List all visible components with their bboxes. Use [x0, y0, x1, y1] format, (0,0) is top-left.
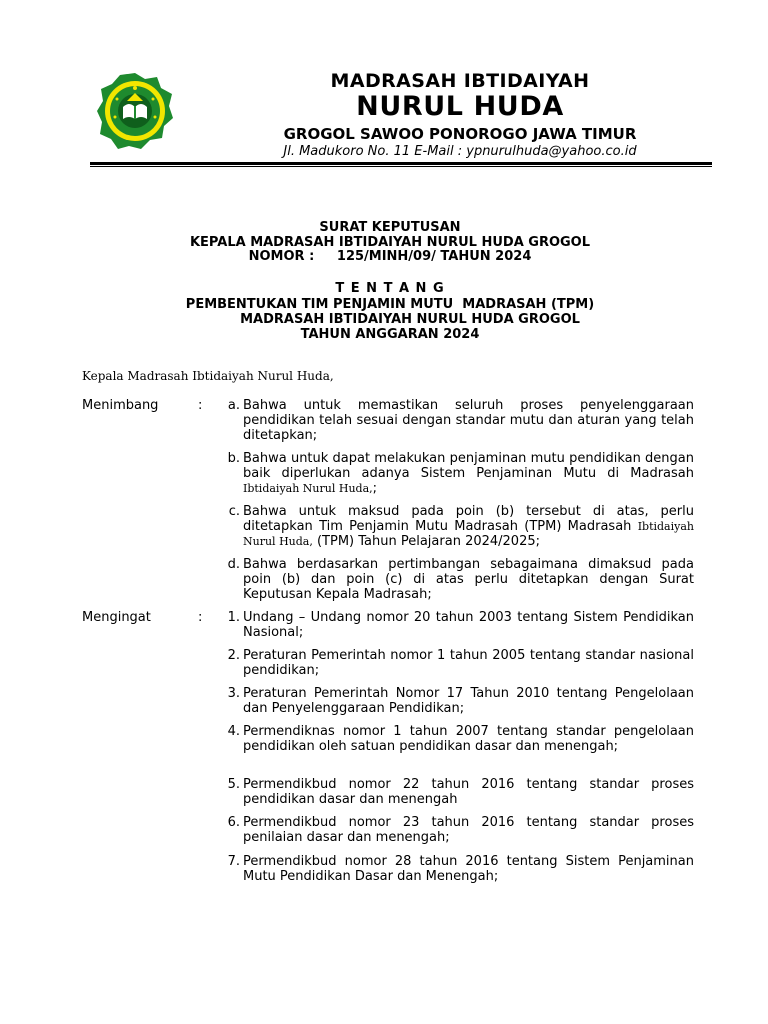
heading-number: NOMOR : 125/MINH/09/ TAHUN 2024	[248, 249, 532, 264]
item-text-main: Bahwa untuk dapat melakukan penjaminan mutu pendidikan dengan baik diperlukan adanya Sistem Penjaminan Mutu di Madrasah	[243, 451, 694, 481]
mengingat-item-2	[212, 648, 694, 678]
heading-title: SURAT KEPUTUSAN	[319, 220, 461, 235]
item-text-end: (TPM) Tahun Pelajaran 2024/2025;	[312, 534, 540, 549]
item-marker: 1.	[227, 610, 240, 625]
item-text-school: Ibtidaiyah Nurul Huda,	[243, 482, 373, 495]
letterhead-address: Jl. Madukoro No. 11 E-Mail : ypnurulhuda@yahoo.co.id	[283, 144, 637, 159]
item-marker: c.	[228, 504, 240, 519]
letterhead-school-name: NURUL HUDA	[356, 91, 564, 122]
item-text	[243, 504, 694, 549]
menimbang-item-c	[212, 504, 694, 549]
item-marker: 5.	[227, 777, 240, 792]
item-text-end: ;	[372, 481, 378, 496]
item-text: Permendikbud nomor 22 tahun 2016 tentang standar proses pendidikan dasar dan menengah	[243, 777, 694, 807]
item-text: Bahwa untuk memastikan seluruh proses penyelenggaraan pendidikan telah sesuai dengan standar mutu dan aturan yang telah ditetapkan;	[243, 398, 694, 443]
item-marker: 7.	[227, 854, 240, 869]
heading-tentang: T E N T A N G	[335, 281, 445, 296]
mengingat-item-6	[212, 815, 694, 845]
item-marker: a.	[227, 398, 240, 413]
menimbang-label: Menimbang	[82, 398, 159, 413]
menimbang-item-b	[212, 451, 694, 496]
madrasah-emblem-icon	[95, 71, 175, 151]
mengingat-item-7	[212, 854, 694, 884]
mengingat-item-4	[212, 724, 694, 754]
menimbang-item-a	[212, 398, 694, 443]
item-text: Peraturan Pemerintah Nomor 17 Tahun 2010 tentang Pengelolaan dan Penyelenggaraan Pendidikan;	[243, 686, 694, 716]
item-text: Bahwa berdasarkan pertimbangan sebagaimana dimaksud pada poin (b) dan poin (c) di atas perlu ditetapkan dengan Surat Keputusan Kepala Madrasah;	[243, 557, 694, 602]
item-text: Peraturan Pemerintah nomor 1 tahun 2005 tentang standar nasional pendidikan;	[243, 648, 694, 678]
item-text-main: Bahwa untuk maksud pada poin (b) tersebut di atas, perlu ditetapkan Tim Penjamin Mutu Madrasah (TPM) Madrasah	[243, 504, 694, 534]
mengingat-item-5	[212, 777, 694, 807]
item-marker: 3.	[227, 686, 240, 701]
item-text: Permendiknas nomor 1 tahun 2007 tentang standar pengelolaan pendidikan oleh satuan pendidikan dasar dan menengah;	[243, 724, 694, 754]
item-text	[243, 451, 694, 496]
intro-line: Kepala Madrasah Ibtidaiyah Nurul Huda,	[82, 369, 334, 383]
menimbang-colon: :	[198, 398, 203, 413]
letterhead-location: GROGOL SAWOO PONOROGO JAWA TIMUR	[283, 125, 637, 143]
item-text: Permendikbud nomor 28 tahun 2016 tentang Sistem Penjaminan Mutu Pendidikan Dasar dan Menengah;	[243, 854, 694, 884]
heading-subject-3: TAHUN ANGGARAN 2024	[300, 327, 480, 342]
item-marker: b.	[227, 451, 240, 466]
letterhead-line-1: MADRASAH IBTIDAIYAH	[330, 70, 590, 92]
mengingat-colon: :	[198, 610, 203, 625]
item-marker: d.	[227, 557, 240, 572]
mengingat-item-1	[212, 610, 694, 640]
item-marker: 6.	[227, 815, 240, 830]
item-text-school: Ibtidaiyah Nurul Huda,	[243, 520, 694, 548]
heading-issuer: KEPALA MADRASAH IBTIDAIYAH NURUL HUDA GROGOL	[189, 235, 591, 250]
letterhead-divider-thin	[90, 166, 712, 167]
item-text: Undang – Undang nomor 20 tahun 2003 tentang Sistem Pendidikan Nasional;	[243, 610, 694, 640]
item-text: Permendikbud nomor 23 tahun 2016 tentang standar proses penilaian dasar dan menengah;	[243, 815, 694, 845]
menimbang-item-d	[212, 557, 694, 602]
letterhead-divider-thick	[90, 162, 712, 165]
item-marker: 4.	[227, 724, 240, 739]
item-marker: 2.	[227, 648, 240, 663]
mengingat-item-3	[212, 686, 694, 716]
heading-subject-1: PEMBENTUKAN TIM PENJAMIN MUTU MADRASAH (TPM)	[185, 297, 595, 312]
letterhead	[230, 70, 690, 160]
mengingat-label: Mengingat	[82, 610, 151, 625]
heading-subject-2: MADRASAH IBTIDAIYAH NURUL HUDA GROGOL	[240, 312, 580, 327]
